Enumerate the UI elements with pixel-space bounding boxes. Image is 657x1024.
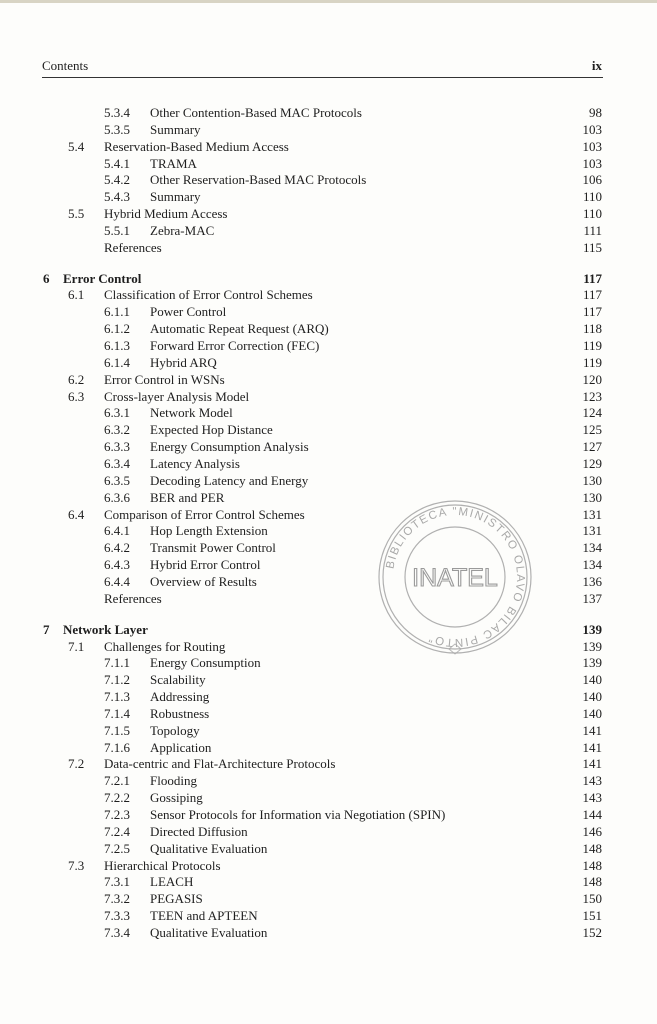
toc-entry-page: 119 xyxy=(582,355,602,370)
toc-subsection-entry[interactable] xyxy=(0,188,657,205)
toc-section-entry[interactable] xyxy=(0,638,657,655)
toc-subsection-entry[interactable] xyxy=(0,840,657,857)
toc-entry-number: 5.4.1 xyxy=(104,156,130,171)
toc-entry-title: Other Reservation-Based MAC Protocols xyxy=(150,172,367,187)
toc-entry-page: 143 xyxy=(582,773,602,788)
toc-entry-page: 146 xyxy=(582,824,602,839)
toc-subsection-entry[interactable] xyxy=(0,404,657,421)
page-number: ix xyxy=(591,58,602,73)
toc-subsection-entry[interactable] xyxy=(0,303,657,320)
toc-entry-number: 5.4 xyxy=(68,139,85,154)
toc-subsection-entry[interactable] xyxy=(0,354,657,371)
toc-entry-number: 6.4.1 xyxy=(104,523,130,538)
toc-entry-title: Decoding Latency and Energy xyxy=(150,473,309,488)
toc-entry-title: Robustness xyxy=(150,706,210,721)
toc-entry-title: Application xyxy=(150,740,212,755)
toc-entry-page: 139 xyxy=(582,639,602,654)
toc-entry-title: Zebra-MAC xyxy=(150,223,215,238)
toc-entry-number: 7.2.5 xyxy=(104,841,130,856)
toc-entry-title: Latency Analysis xyxy=(150,456,240,471)
toc-subsection-entry[interactable] xyxy=(0,924,657,941)
toc-entry-number: 7.2.4 xyxy=(104,824,130,839)
toc-section-entry[interactable] xyxy=(0,138,657,155)
toc-entry-number: 7.2.2 xyxy=(104,790,130,805)
toc-entry-title: Hierarchical Protocols xyxy=(104,858,221,873)
toc-entry-page: 134 xyxy=(582,557,602,572)
toc-entry-number: 7.1 xyxy=(68,639,85,654)
toc-entry-title: Hop Length Extension xyxy=(150,523,268,538)
toc-entry-page: 151 xyxy=(582,908,602,923)
toc-references-entry[interactable] xyxy=(0,590,657,607)
toc-entry-number: 7.2.1 xyxy=(104,773,130,788)
toc-section-entry[interactable] xyxy=(0,286,657,303)
toc-entry-page: 148 xyxy=(582,841,602,856)
stamp-graphic xyxy=(375,497,535,657)
toc-entry-page: 119 xyxy=(582,338,602,353)
toc-entry-number: 6.1.1 xyxy=(104,304,130,319)
toc-entry-page: 125 xyxy=(582,422,602,437)
toc-entry-page: 148 xyxy=(582,874,602,889)
toc-entry-title: TEEN and APTEEN xyxy=(150,908,258,923)
toc-entry-number: 6.3.2 xyxy=(104,422,130,437)
toc-entry-number: 6 xyxy=(43,271,50,286)
toc-section-entry[interactable] xyxy=(0,755,657,772)
toc-entry-page: 140 xyxy=(582,706,602,721)
toc-entry-title: Summary xyxy=(150,189,201,204)
toc-entry-title: Addressing xyxy=(150,689,210,704)
toc-entry-page: 110 xyxy=(582,206,602,221)
toc-entry-number: 6.4.3 xyxy=(104,557,130,572)
toc-entry-title: Cross-layer Analysis Model xyxy=(104,389,250,404)
toc-subsection-entry[interactable] xyxy=(0,873,657,890)
toc-entry-title: Qualitative Evaluation xyxy=(150,841,268,856)
toc-entry-page: 141 xyxy=(582,740,602,755)
toc-entry-number: 7.1.4 xyxy=(104,706,130,721)
toc-subsection-entry[interactable] xyxy=(0,121,657,138)
toc-section-entry[interactable] xyxy=(0,506,657,523)
stamp-ring-text: BIBLIOTECA "MINISTRO OLAVO BILAC PINTO" xyxy=(384,505,527,649)
toc-entry-title: Directed Diffusion xyxy=(150,824,248,839)
toc-subsection-entry[interactable] xyxy=(0,320,657,337)
toc-entry-page: 111 xyxy=(583,223,602,238)
toc-subsection-entry[interactable] xyxy=(0,539,657,556)
toc-entry-page: 150 xyxy=(582,891,602,906)
toc-entry-number: 7.3 xyxy=(68,858,85,873)
toc-chapter-entry[interactable] xyxy=(0,270,657,287)
toc-entry-page: 131 xyxy=(582,523,602,538)
toc-entry-page: 123 xyxy=(582,389,602,404)
toc-subsection-entry[interactable] xyxy=(0,155,657,172)
toc-section-entry[interactable] xyxy=(0,857,657,874)
toc-subsection-entry[interactable] xyxy=(0,171,657,188)
toc-entry-title: Gossiping xyxy=(150,790,203,805)
toc-subsection-entry[interactable] xyxy=(0,772,657,789)
toc-entry-number: 7.1.1 xyxy=(104,655,130,670)
toc-subsection-entry[interactable] xyxy=(0,806,657,823)
toc-entry-number: 6.3.6 xyxy=(104,490,130,505)
toc-entry-page: 139 xyxy=(582,655,602,670)
toc-entry-number: 7.1.3 xyxy=(104,689,130,704)
toc-entry-title: Expected Hop Distance xyxy=(150,422,273,437)
toc-entry-title: Hybrid Error Control xyxy=(150,557,261,572)
toc-entry-page: 130 xyxy=(582,473,602,488)
toc-entry-page: 148 xyxy=(582,858,602,873)
toc-entry-number: 6.1.3 xyxy=(104,338,130,353)
toc-entry-title: Flooding xyxy=(150,773,197,788)
toc-entry-page: 129 xyxy=(582,456,602,471)
toc-subsection-entry[interactable] xyxy=(0,573,657,590)
toc-entry-title: Challenges for Routing xyxy=(104,639,226,654)
toc-subsection-entry[interactable] xyxy=(0,489,657,506)
toc-section-entry[interactable] xyxy=(0,388,657,405)
toc-entry-page: 124 xyxy=(582,405,602,420)
toc-entry-number: 6.4.4 xyxy=(104,574,130,589)
toc-entry-page: 131 xyxy=(582,507,602,522)
toc-entry-number: 5.4.2 xyxy=(104,172,130,187)
toc-entry-number: 7.3.3 xyxy=(104,908,130,923)
toc-entry-title: Comparison of Error Control Schemes xyxy=(104,507,305,522)
toc-entry-number: 5.4.3 xyxy=(104,189,130,204)
toc-entry-page: 143 xyxy=(582,790,602,805)
toc-entry-title: Energy Consumption xyxy=(150,655,261,670)
toc-entry-number: 7.3.4 xyxy=(104,925,130,940)
toc-entry-title: Other Contention-Based MAC Protocols xyxy=(150,105,362,120)
toc-entry-page: 118 xyxy=(582,321,602,336)
toc-subsection-entry[interactable] xyxy=(0,421,657,438)
toc-entry-page: 139 xyxy=(582,622,602,637)
toc-entry-title: LEACH xyxy=(150,874,194,889)
toc-entry-page: 103 xyxy=(582,156,602,171)
toc-entry-number: 6.1.4 xyxy=(104,355,130,370)
toc-subsection-entry[interactable] xyxy=(0,222,657,239)
running-header xyxy=(42,58,602,76)
toc-entry-title: Transmit Power Control xyxy=(150,540,276,555)
toc-entry-number: 6.3.3 xyxy=(104,439,130,454)
toc-entry-page: 140 xyxy=(582,672,602,687)
toc-entry-number: 6.3.4 xyxy=(104,456,130,471)
toc-entry-page: 117 xyxy=(582,287,602,302)
toc-entry-title: Hybrid ARQ xyxy=(150,355,217,370)
toc-entry-title: Data-centric and Flat-Architecture Protocols xyxy=(104,756,336,771)
toc-entry-page: 98 xyxy=(589,105,602,120)
toc-entry-title: PEGASIS xyxy=(150,891,203,906)
toc-entry-page: 117 xyxy=(582,304,602,319)
toc-entry-page: 103 xyxy=(582,139,602,154)
toc-subsection-entry[interactable] xyxy=(0,671,657,688)
toc-entry-number: 7.2 xyxy=(68,756,85,771)
toc-subsection-entry[interactable] xyxy=(0,907,657,924)
toc-entry-title: Sensor Protocols for Information via Negotiation (SPIN) xyxy=(150,807,446,822)
toc-entry-title: References xyxy=(104,591,162,606)
toc-subsection-entry[interactable] xyxy=(0,789,657,806)
toc-entry-title: Automatic Repeat Request (ARQ) xyxy=(150,321,329,336)
toc-entry-title: Energy Consumption Analysis xyxy=(150,439,309,454)
toc-entry-title: Reservation-Based Medium Access xyxy=(104,139,289,154)
toc-entry-number: 7.3.2 xyxy=(104,891,130,906)
toc-entry-page: 130 xyxy=(582,490,602,505)
toc-entry-title: Classification of Error Control Schemes xyxy=(104,287,313,302)
toc-subsection-entry[interactable] xyxy=(0,688,657,705)
toc-entry-number: 5.5 xyxy=(68,206,85,221)
toc-entry-number: 6.3.5 xyxy=(104,473,130,488)
toc-entry-page: 103 xyxy=(582,122,602,137)
toc-entry-page: 106 xyxy=(582,172,602,187)
toc-subsection-entry[interactable] xyxy=(0,522,657,539)
toc-chapter-entry[interactable] xyxy=(0,621,657,638)
toc-entry-page: 115 xyxy=(582,240,602,255)
toc-entry-title: Forward Error Correction (FEC) xyxy=(150,338,320,353)
toc-entry-page: 127 xyxy=(582,439,602,454)
page-edge xyxy=(0,0,657,3)
toc-entry-number: 7.1.5 xyxy=(104,723,130,738)
header-title: Contents xyxy=(42,58,89,73)
toc-entry-title: TRAMA xyxy=(150,156,197,171)
toc-entry-page: 117 xyxy=(583,271,602,286)
toc-subsection-entry[interactable] xyxy=(0,739,657,756)
toc-entry-number: 7.3.1 xyxy=(104,874,130,889)
toc-entry-title: Network Model xyxy=(150,405,233,420)
toc-subsection-entry[interactable] xyxy=(0,823,657,840)
toc-entry-title: Overview of Results xyxy=(150,574,257,589)
toc-entry-number: 7 xyxy=(43,622,50,637)
toc-entry-number: 6.4.2 xyxy=(104,540,130,555)
toc-entry-title: BER and PER xyxy=(150,490,225,505)
toc-entry-number: 6.4 xyxy=(68,507,85,522)
toc-subsection-entry[interactable] xyxy=(0,455,657,472)
toc-entry-title: Summary xyxy=(150,122,201,137)
library-stamp xyxy=(375,497,535,657)
toc-entry-title: Error Control xyxy=(63,271,142,286)
toc-entry-number: 7.1.2 xyxy=(104,672,130,687)
toc-entry-number: 5.5.1 xyxy=(104,223,130,238)
toc-entry-number: 5.3.5 xyxy=(104,122,130,137)
header-rule xyxy=(42,77,603,78)
stamp-center-text: INATEL xyxy=(412,564,498,592)
toc-entry-page: 136 xyxy=(582,574,602,589)
toc-subsection-entry[interactable] xyxy=(0,472,657,489)
toc-entry-title: Network Layer xyxy=(63,622,148,637)
toc-subsection-entry[interactable] xyxy=(0,654,657,671)
toc-entry-number: 6.1 xyxy=(68,287,85,302)
toc-entry-title: Qualitative Evaluation xyxy=(150,925,268,940)
toc-entry-title: Topology xyxy=(150,723,200,738)
toc-entry-page: 134 xyxy=(582,540,602,555)
toc-entry-page: 140 xyxy=(582,689,602,704)
toc-entry-number: 6.1.2 xyxy=(104,321,130,336)
toc-subsection-entry[interactable] xyxy=(0,438,657,455)
toc-entry-page: 144 xyxy=(582,807,602,822)
toc-entry-number: 7.1.6 xyxy=(104,740,130,755)
toc-entry-number: 6.3.1 xyxy=(104,405,130,420)
toc-entry-title: Scalability xyxy=(150,672,206,687)
toc-entry-title: Error Control in WSNs xyxy=(104,372,225,387)
toc-entry-title: References xyxy=(104,240,162,255)
toc-subsection-entry[interactable] xyxy=(0,722,657,739)
toc-subsection-entry[interactable] xyxy=(0,890,657,907)
toc-entry-page: 120 xyxy=(582,372,602,387)
toc-entry-page: 141 xyxy=(582,723,602,738)
toc-subsection-entry[interactable] xyxy=(0,705,657,722)
toc-entry-page: 141 xyxy=(582,756,602,771)
toc-entry-number: 6.3 xyxy=(68,389,85,404)
toc-entry-number: 5.3.4 xyxy=(104,105,130,120)
toc-entry-page: 110 xyxy=(582,189,602,204)
toc-entry-title: Power Control xyxy=(150,304,227,319)
toc-references-entry[interactable] xyxy=(0,239,657,256)
toc-entry-page: 137 xyxy=(582,591,602,606)
toc-entry-title: Hybrid Medium Access xyxy=(104,206,228,221)
toc-entry-number: 6.2 xyxy=(68,372,85,387)
toc-subsection-entry[interactable] xyxy=(0,556,657,573)
toc-section-entry[interactable] xyxy=(0,205,657,222)
toc-section-entry[interactable] xyxy=(0,371,657,388)
toc-entry-number: 7.2.3 xyxy=(104,807,130,822)
toc-subsection-entry[interactable] xyxy=(0,104,657,121)
toc-subsection-entry[interactable] xyxy=(0,337,657,354)
toc-entry-page: 152 xyxy=(582,925,602,940)
